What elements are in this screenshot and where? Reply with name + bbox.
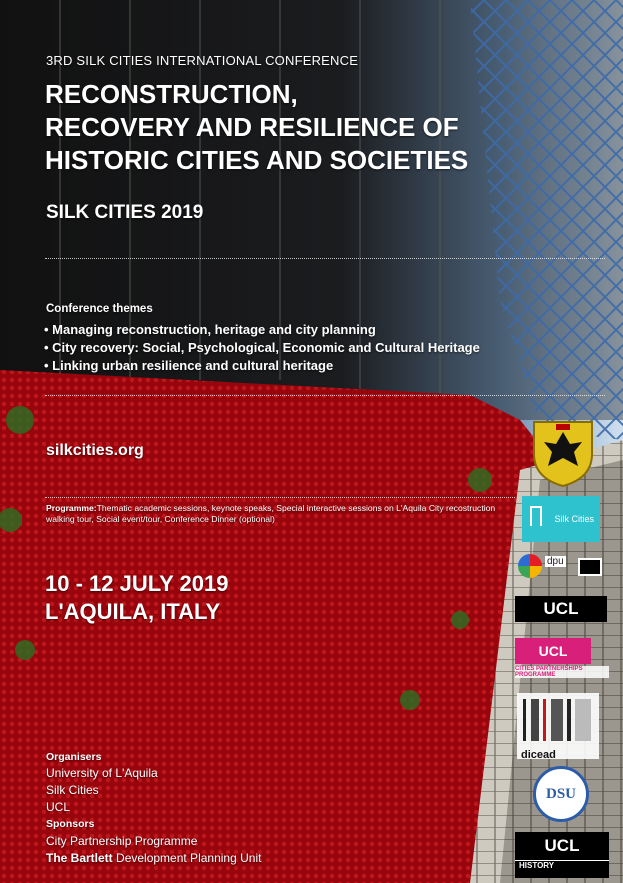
dpu-logo xyxy=(518,552,608,580)
website-link[interactable]: silkcities.org xyxy=(46,442,144,459)
programme-text xyxy=(46,503,516,525)
cpp-ucl-block: UCL xyxy=(515,638,591,664)
ucl-logo xyxy=(515,596,607,622)
title-line-3: HISTORIC CITIES AND SOCIETIES xyxy=(45,145,469,175)
cpp-text: CITIES PARTNERSHIPS PROGRAMME xyxy=(515,666,609,678)
title-line-2: RECOVERY AND RESILIENCE OF xyxy=(45,112,459,142)
location-line: L'AQUILA, ITALY xyxy=(45,599,221,624)
organiser-item: UCL xyxy=(46,800,71,814)
screen-icon xyxy=(578,558,602,576)
sponsor-bartlett xyxy=(46,851,261,865)
themes-heading: Conference themes xyxy=(46,303,153,315)
dicead-bars-icon xyxy=(517,693,599,743)
dicead-logo xyxy=(517,693,599,759)
divider xyxy=(45,395,605,396)
theme-item: • Linking urban resilience and cultural heritage xyxy=(44,358,334,373)
dicead-text: dicead xyxy=(521,749,556,761)
organiser-item: University of L'Aquila xyxy=(46,766,158,780)
ucl-text: UCL xyxy=(543,599,579,618)
bartlett-name: The Bartlett xyxy=(46,851,113,865)
organiser-item: Silk Cities xyxy=(46,783,99,797)
silk-cities-text: Silk Cities xyxy=(554,514,594,524)
ucl-history-logo xyxy=(515,832,609,878)
ucl-history-text: HISTORY xyxy=(515,860,609,870)
event-dates xyxy=(45,570,228,626)
cpp-logo xyxy=(515,638,609,680)
title-line-1: RECONSTRUCTION, xyxy=(45,79,298,109)
dsu-text: DSU xyxy=(545,785,576,802)
event-subtitle: SILK CITIES 2019 xyxy=(46,202,204,223)
ucl-history-ucl: UCL xyxy=(544,836,580,855)
divider xyxy=(45,258,605,259)
silk-cities-icon xyxy=(530,506,542,526)
conference-name: 3RD SILK CITIES INTERNATIONAL CONFERENCE xyxy=(46,53,359,68)
programme-body: Thematic academic sessions, keynote speaks, Special interactive sessions on L'Aquila City recostruction walking tour, Social event/tour, Conference Dinner (optional) xyxy=(46,503,496,524)
bartlett-unit: Development Planning Unit xyxy=(112,851,262,865)
sponsors-heading: Sponsors xyxy=(46,818,95,830)
silk-cities-logo xyxy=(522,496,600,542)
date-line: 10 - 12 JULY 2019 xyxy=(45,571,229,596)
programme-label: Programme: xyxy=(46,503,97,513)
dsu-logo xyxy=(533,766,589,822)
theme-item: • City recovery: Social, Psychological, Economic and Cultural Heritage xyxy=(44,340,480,355)
theme-item: • Managing reconstruction, heritage and city planning xyxy=(44,322,376,337)
organisers-heading: Organisers xyxy=(46,751,102,763)
divider xyxy=(45,497,515,498)
dpu-text: dpu xyxy=(547,556,564,567)
univaq-crest-icon xyxy=(530,418,596,488)
sponsor-item: City Partnership Programme xyxy=(46,834,198,848)
page-title xyxy=(45,78,605,177)
dpu-circle-icon xyxy=(518,554,542,578)
